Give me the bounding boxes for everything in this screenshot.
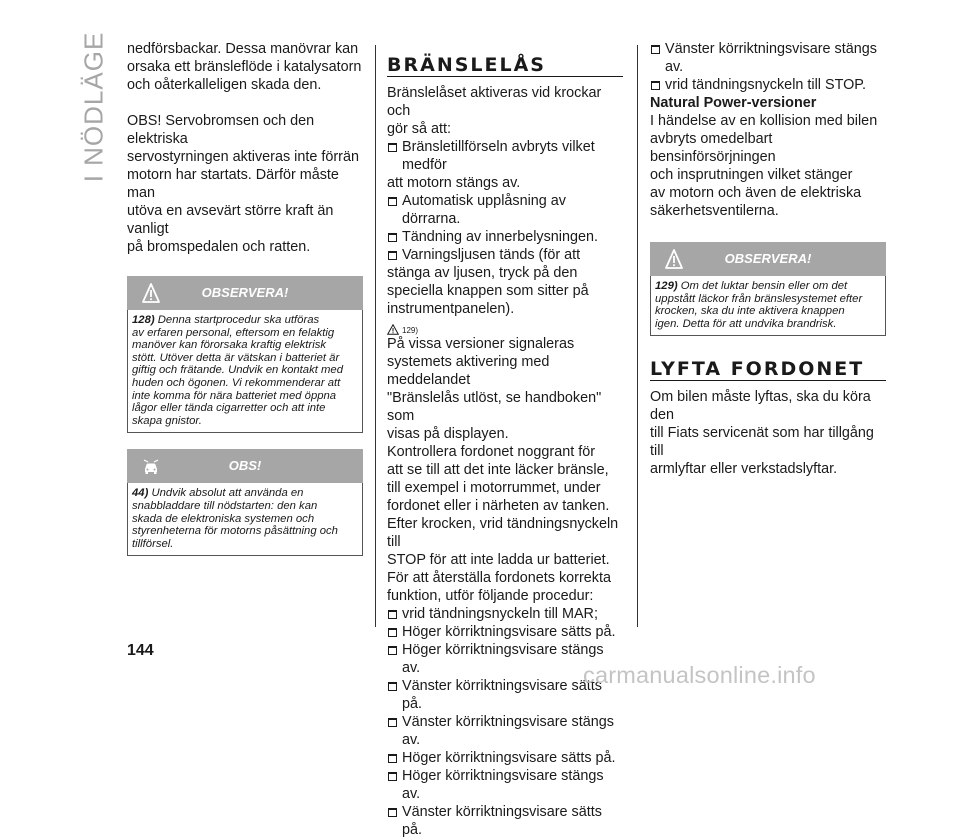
list-item: Vänster körriktningsvisare stängs av. [387,713,623,749]
page-number: 144 [127,642,154,659]
list-item: Tändning av innerbelysningen. [387,228,623,246]
column-divider [375,45,376,627]
warning-triangle-icon [387,324,399,335]
checkbox-bullet-icon [388,143,397,152]
list-item: Höger körriktningsvisare stängs av. [387,767,623,803]
column-1 [127,40,363,556]
car-icon [142,456,160,476]
column-3 [650,40,886,478]
checkbox-bullet-icon [388,610,397,619]
note-number: 128) [132,314,155,326]
warning-title: OBSERVERA! [201,285,289,300]
list-item: Höger körriktningsvisare stängs av. [387,641,623,677]
list-item: Bränsletillförseln avbryts vilket medför [387,138,623,174]
checkbox-bullet-icon [388,772,397,781]
warning-body: 128) Denna startprocedur ska utföras av erfaren personal, eftersom en felaktig manöver kan förorsaka kraftig elektrisk stött. Utöver detta är vätskan i batteriet är giftig och frätande. Undvik en kontakt med huden och ögonen. Vi rekommenderar att inte komma för nära batteriet med öppna lågor eller tända cigarretter och att inte skapa gnistor. [127,310,363,433]
checkbox-bullet-icon [388,682,397,691]
list-item: Höger körriktningsvisare sätts på. [387,749,623,767]
chapter-title: I NÖDLÄGE [78,31,109,182]
note-number: 44) [132,487,149,500]
list-item: Vänster körriktningsvisare sätts på. [387,677,623,713]
paragraph-natural-power: I händelse av en kollision med bilen avbryts omedelbart bensinförsörjningen och insprutningen vilket stänger av motorn och även de elektriska säkerhetsventilerna. [650,113,878,219]
note-number: 129) [655,280,678,292]
notice-title: OBS! [228,458,262,474]
list-item: vrid tändningsnyckeln till MAR; [387,605,623,623]
section-title-bransleslas: BRÄNSLELÅS [387,56,623,77]
checkbox-bullet-icon [388,251,397,260]
warning-header [650,242,886,276]
list-item: Vänster körriktningsvisare sätts på. [387,803,623,839]
list-item: Höger körriktningsvisare sätts på. [387,623,623,641]
warning-reference [387,317,623,335]
paragraph-obs: OBS! Servobromsen och den elektriska servostyrningen aktiveras inte förrän motorn har startats. Därför måste man utöva en avsevärt större kraft än vanligt på bromspedalen och ratten. [127,113,359,255]
checkbox-bullet-icon [388,628,397,637]
paragraph-body: På vissa versioner signaleras systemets aktivering med meddelandet "Bränslelås utlöst, se handboken" som visas på displayen. Kontrollera fordonet noggrant för att se till att det inte läcker bränsle, till exempel i motorrummet, under fordonet eller i närheten av tanken. Efter krocken, vrid tändningsnyckeln till STOP för att inte ladda ur batteriet. För att återställa fordonets korrekta funktion, utför följande procedur: [387,336,619,604]
watermark: carmanualsonline.info [583,662,816,688]
warning-triangle-icon [665,249,683,269]
checkbox-bullet-icon [651,45,660,54]
list-item: Varningsljusen tänds (för att [387,246,623,264]
chapter-side-tab [78,31,109,182]
warning-box [127,276,363,433]
list-item: vrid tändningsnyckeln till STOP. [650,76,886,94]
warning-title: OBSERVERA! [724,251,812,266]
paragraph-lift: Om bilen måste lyftas, ska du köra den till Fiats servicenät som har tillgång till armlyftar eller verkstadslyftar. [650,389,874,478]
paragraph-intro: nedförsbackar. Dessa manövrar kan orsaka ett bränsleflöde i katalysatorn och oåterkalleligen skada den. [127,41,362,93]
list-item: Automatisk upplåsning av dörrarna. [387,192,623,228]
checkbox-bullet-icon [388,646,397,655]
column-2: BRÄNSLELÅS Bränslelåset aktiveras vid krockar och gör så att: Bränsletillförseln avbryts vilket medför att motorn stängs av. Automatisk upplåsning av dörrarna. Tändning av innerbelysningen. Varningsljusen tänds (för att stänga av ljusen, tryck på den speciella knappen som sitter på instrumentpanelen). 129) På vissa versioner signaleras systemets aktivering med meddelandet "Bränslelås utlöst, se handboken" som visas på displayen. Kontrollera fordonet noggrant för att se till att det inte läcker bränsle, till exempel i motorrummet, under fordonet eller i närheten av tanken. Efter krocken, vrid tändningsnyckeln till STOP för att inte ladda ur batteriet. För att återställa fordonets korrekta funktion, utför följande procedur: vrid tändningsnyckeln till MAR; Höger körriktningsvisare sätts på. Höger körriktningsvisare stängs av. Vänster körriktningsvisare sätts på. Vänster körriktningsvisare stängs av. Höger körriktningsvisare sätts på. Höger körriktningsvisare stängs av. Vänster körriktningsvisare sätts på. [387,56,623,839]
notice-box [127,449,363,556]
checkbox-bullet-icon [388,197,397,206]
notice-header [127,449,363,483]
paragraph-intro: Bränslelåset aktiveras vid krockar och gör så att: [387,85,602,137]
warning-triangle-icon [142,283,160,303]
subheading-natural-power: Natural Power-versioner [650,95,817,111]
warning-body: 129) Om det luktar bensin eller om det uppstått läckor från bränslesystemet efter krocken, ska du inte aktivera knappen igen. Detta för att undvika brandrisk. [650,276,886,336]
checkbox-bullet-icon [651,81,660,90]
reference-number: 129) [402,326,419,335]
column-divider [637,45,638,627]
warning-header [127,276,363,310]
list-item: Vänster körriktningsvisare stängs av. [650,40,886,76]
checkbox-bullet-icon [388,754,397,763]
checkbox-bullet-icon [388,233,397,242]
notice-body: 44) Undvik absolut att använda en snabbladdare till nödstarten: den kan skada de elektroniska systemen och styrenheterna för motorns påsättning och tillförsel. [127,483,363,556]
section-title-lyfta-fordonet: LYFTA FORDONET [650,360,886,381]
checkbox-bullet-icon [388,808,397,817]
checkbox-bullet-icon [388,718,397,727]
warning-box [650,242,886,336]
